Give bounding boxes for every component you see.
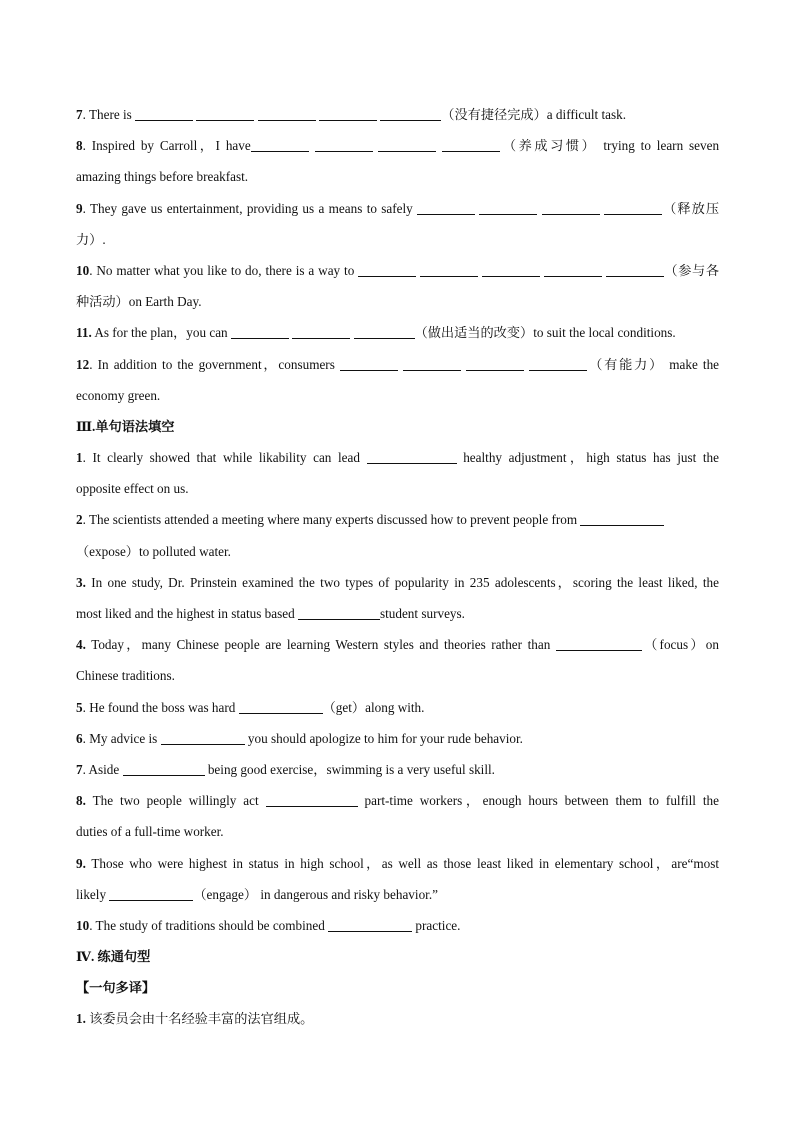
question-text: duties of a full-time worker. xyxy=(76,824,224,840)
grammar-question-10 xyxy=(76,910,719,941)
answer-blank[interactable] xyxy=(315,137,373,152)
question-8 xyxy=(76,130,719,161)
grammar-question-1-continued xyxy=(76,473,719,504)
question-text: As for the plan，you can xyxy=(91,325,231,341)
answer-blank[interactable] xyxy=(442,137,500,152)
answer-blank[interactable] xyxy=(606,262,664,277)
chinese-hint: （做出适当的改变） xyxy=(414,325,534,341)
answer-blank[interactable] xyxy=(380,106,441,121)
question-number: 1. xyxy=(76,1011,86,1027)
question-text: In one study, Dr. Prinstein examined the two types of popularity in 235 adolescents，scoring the least liked, the xyxy=(85,574,719,590)
question-12 xyxy=(76,349,719,380)
answer-blank[interactable] xyxy=(544,262,602,277)
question-7 xyxy=(76,99,719,130)
question-text: healthy adjustment，high status has just the xyxy=(463,450,719,466)
answer-blank[interactable] xyxy=(367,449,457,464)
answer-blank[interactable] xyxy=(196,106,254,121)
answer-blank[interactable] xyxy=(466,356,524,371)
question-text: opposite effect on us. xyxy=(76,481,189,497)
grammar-question-9-continued xyxy=(76,879,719,910)
question-text: part-time workers，enough hours between them to fulfill the xyxy=(357,793,719,809)
answer-blank[interactable] xyxy=(403,356,461,371)
question-text: Those who were highest in status in high school，as well as those least liked in elementary school，are“most xyxy=(85,855,719,871)
question-text: （engage） in dangerous and risky behavior.” xyxy=(193,886,438,902)
question-number: 12 xyxy=(76,356,90,372)
question-number: 9 xyxy=(76,200,83,216)
answer-blank[interactable] xyxy=(604,200,662,215)
grammar-question-4-continued xyxy=(76,660,719,691)
grammar-question-5 xyxy=(76,692,719,723)
question-text: you should apologize to him for your rude behavior. xyxy=(244,730,523,746)
question-number: 3. xyxy=(76,574,86,590)
question-text: trying to learn seven xyxy=(597,138,719,154)
question-text: 种活动）on Earth Day. xyxy=(76,294,202,310)
answer-blank[interactable] xyxy=(328,917,412,932)
question-text: student surveys. xyxy=(379,606,465,621)
question-number: 5 xyxy=(76,699,83,715)
question-number: 11. xyxy=(76,325,92,341)
answer-blank[interactable] xyxy=(556,636,642,651)
grammar-question-3-continued xyxy=(76,598,719,629)
chinese-hint: （有能力） xyxy=(587,356,665,372)
question-text: . My advice is xyxy=(82,730,161,746)
question-number: 10 xyxy=(76,917,90,933)
question-number: 9. xyxy=(76,855,86,871)
question-number: 2 xyxy=(76,512,83,528)
question-text: . It clearly showed that while likability can lead xyxy=(82,450,367,466)
question-text: 该委员会由十名经验丰富的法官组成。 xyxy=(85,1011,314,1027)
answer-blank[interactable] xyxy=(378,137,436,152)
question-text: （get）along with. xyxy=(322,699,425,715)
question-number: 6 xyxy=(76,730,83,746)
question-text: amazing things before breakfast. xyxy=(76,169,249,185)
answer-blank[interactable] xyxy=(109,886,193,901)
chinese-hint: （释放压 xyxy=(662,200,719,216)
answer-blank[interactable] xyxy=(239,699,323,714)
chinese-hint: 力）. xyxy=(76,231,106,247)
grammar-question-6 xyxy=(76,723,719,754)
answer-blank[interactable] xyxy=(417,200,475,215)
question-text: . He found the boss was hard xyxy=(82,699,239,715)
question-number: 4. xyxy=(76,637,86,653)
question-text: likely xyxy=(76,886,110,902)
grammar-question-7 xyxy=(76,754,719,785)
grammar-question-3 xyxy=(76,567,719,598)
worksheet-page xyxy=(76,99,719,1035)
chinese-hint: （养成习惯） xyxy=(500,138,598,154)
question-text: make the xyxy=(664,356,719,372)
answer-blank[interactable] xyxy=(340,356,398,371)
question-9 xyxy=(76,193,719,224)
question-8-continued xyxy=(76,161,719,192)
question-text: . No matter what you like to do, there is a way to xyxy=(89,262,359,278)
question-text: . Inspired by Carroll，I have xyxy=(82,138,251,154)
question-text: economy green. xyxy=(76,387,161,403)
question-text: . In addition to the government，consumers xyxy=(89,356,340,372)
answer-blank[interactable] xyxy=(258,106,316,121)
question-number: 8. xyxy=(76,793,86,809)
answer-blank[interactable] xyxy=(354,324,415,339)
question-11 xyxy=(76,317,719,348)
chinese-hint: （没有捷径完成） xyxy=(441,107,547,122)
question-9-continued xyxy=(76,224,719,255)
grammar-question-1 xyxy=(76,442,719,473)
answer-blank[interactable] xyxy=(420,262,478,277)
answer-blank[interactable] xyxy=(298,605,380,620)
answer-blank[interactable] xyxy=(542,200,600,215)
question-number: 7 xyxy=(76,107,83,122)
question-text: Chinese traditions. xyxy=(76,668,175,684)
grammar-question-4 xyxy=(76,629,719,660)
answer-blank[interactable] xyxy=(482,262,540,277)
answer-blank[interactable] xyxy=(358,262,416,277)
question-text: Today，many Chinese people are learning Western styles and theories rather than xyxy=(85,637,556,653)
answer-blank[interactable] xyxy=(319,106,377,121)
section-4-subtitle: 【一句多译】 xyxy=(76,980,156,996)
answer-blank[interactable] xyxy=(123,761,205,776)
question-text: being good exercise，swimming is a very useful skill. xyxy=(204,761,495,777)
question-text: （expose）to polluted water. xyxy=(76,543,231,559)
question-text: （focus）on xyxy=(641,637,719,653)
section-3-title: Ⅲ.单句语法填空 xyxy=(76,418,175,434)
grammar-question-8 xyxy=(76,785,719,816)
translation-question-1 xyxy=(76,1003,719,1034)
question-text: most liked and the highest in status based xyxy=(76,606,298,621)
answer-blank[interactable] xyxy=(231,324,289,339)
question-text: . The study of traditions should be combined xyxy=(89,917,329,933)
answer-blank[interactable] xyxy=(580,511,664,526)
question-number: 1 xyxy=(76,450,83,466)
answer-blank[interactable] xyxy=(479,200,537,215)
question-text: . Aside xyxy=(82,761,123,777)
question-number: 8 xyxy=(76,138,83,154)
answer-blank[interactable] xyxy=(529,356,587,371)
question-text: practice. xyxy=(412,917,461,933)
question-text: The two people willingly act xyxy=(85,793,266,809)
question-text: . They gave us entertainment, providing us a means to safely xyxy=(82,200,418,216)
grammar-question-2 xyxy=(76,504,719,535)
answer-blank[interactable] xyxy=(251,137,309,152)
answer-blank[interactable] xyxy=(161,730,245,745)
grammar-question-8-continued xyxy=(76,816,719,847)
question-10-continued xyxy=(76,286,719,317)
grammar-question-9 xyxy=(76,848,719,879)
question-number: 7 xyxy=(76,761,83,777)
grammar-question-2-continued xyxy=(76,536,719,567)
question-12-continued xyxy=(76,380,719,411)
question-text: a difficult task. xyxy=(546,107,627,122)
question-text: to suit the local conditions. xyxy=(533,325,676,341)
question-number: 10 xyxy=(76,262,90,278)
answer-blank[interactable] xyxy=(135,106,193,121)
chinese-hint: （参与各 xyxy=(663,262,719,278)
question-text: . The scientists attended a meeting where many experts discussed how to prevent people from xyxy=(82,512,581,528)
answer-blank[interactable] xyxy=(266,792,358,807)
section-4-title: Ⅳ. 练通句型 xyxy=(76,949,151,965)
answer-blank[interactable] xyxy=(292,324,350,339)
question-text: . There is xyxy=(82,107,136,122)
question-10 xyxy=(76,255,719,286)
